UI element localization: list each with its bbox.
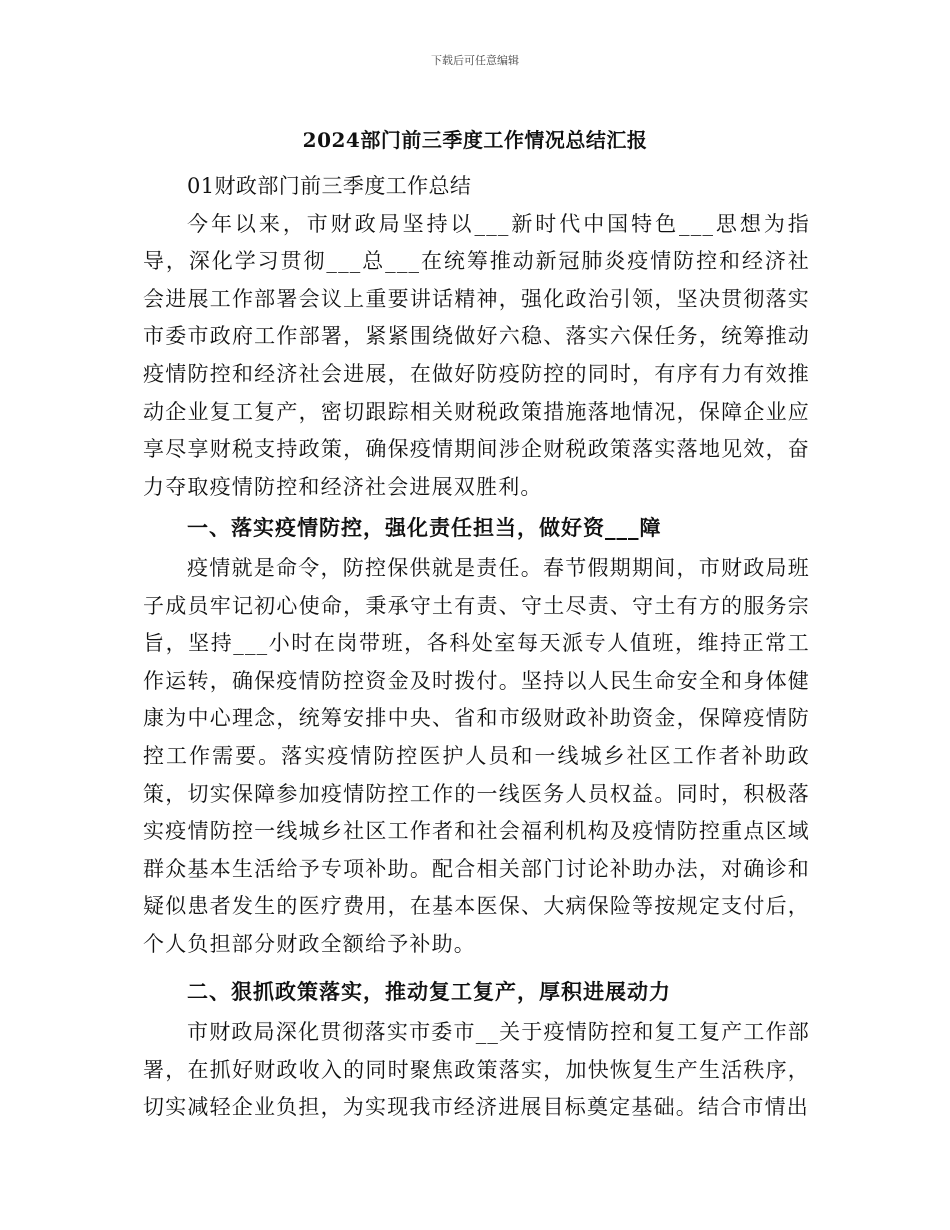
section-heading-1: 一、落实疫情防控，强化责任担当，做好资___障 [187, 515, 662, 541]
section-subtitle: 01财政部门前三季度工作总结 [187, 174, 472, 198]
paragraph-intro: 今年以来，市财政局坚持以___新时代中国特色___思想为指导，深化学习贯彻___总___在统筹推动新冠肺炎疫情防控和经济社会进展工作部署会议上重要讲话精神，强化政治引领，坚决贯彻落实市委市政府工作部署，紧紧围绕做好六稳、落实六保任务，统筹推动疫情防控和经济社会进展，在做好防疫防控的同时，有序有力有效推动企业复工复产，密切跟踪相关财税政策措施落地情况，保障企业应享尽享财税支持政策，确保疫情期间涉企财税政策落实落地见效，奋力夺取疫情防控和经济社会进展双胜利。 [143, 211, 810, 499]
page-header-note: 下载后可任意编辑 [431, 54, 519, 67]
document-title: 2024部门前三季度工作情况总结汇报 [302, 128, 648, 152]
paragraph-policy: 市财政局深化贯彻落实市委市__关于疫情防控和复工复产工作部署，在抓好财政收入的同时聚焦政策落实，加快恢复生产生活秩序，切实减轻企业负担，为实现我市经济进展目标奠定基础。结合市情出 [143, 1020, 810, 1120]
document-body [143, 168, 810, 1127]
paragraph-epidemic-control: 疫情就是命令，防控保供就是责任。春节假期期间，市财政局班子成员牢记初心使命，秉承守土有责、守土尽责、守土有方的服务宗旨，坚持___小时在岗带班，各科处室每天派专人值班，维持正常工作运转，确保疫情防控资金及时拨付。坚持以人民生命安全和身体健康为中心理念，统筹安排中央、省和市级财政补助资金，保障疫情防控工作需要。落实疫情防控医护人员和一线城乡社区工作者补助政策，切实保障参加疫情防控工作的一线医务人员权益。同时，积极落实疫情防控一线城乡社区工作者和社会福利机构及疫情防控重点区域群众基本生活给予专项补助。配合相关部门讨论补助办法，对确诊和疑似患者发生的医疗费用，在基本医保、大病保险等按规定支付后，个人负担部分财政全额给予补助。 [143, 555, 810, 956]
section-heading-2: 二、狠抓政策落实，推动复工复产，厚积进展动力 [187, 979, 671, 1005]
